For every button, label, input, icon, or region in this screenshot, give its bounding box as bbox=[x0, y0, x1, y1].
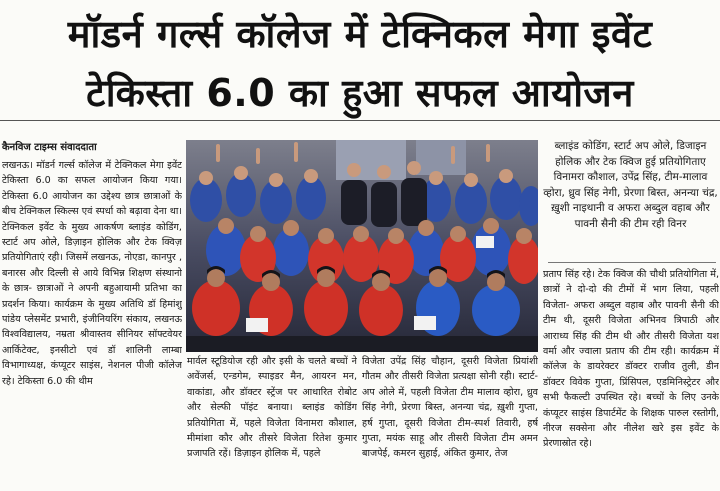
article-column-4 bbox=[543, 267, 719, 491]
byline: कैनविज टाइम्स संवाददाता bbox=[2, 142, 97, 153]
article-text: लखनऊ। मॉडर्न गर्ल्स कॉलेज में टेक्निकल मेगा इवेंट टेकिस्ता 6.0 का सफल आयोजन किया गया। टेकिस्ता 6.0 आयोजन का उद्देश्य छात्र छात्राओं के बीच टेक्निकल स्किल्स एवं स्पर्धा को बढ़ावा देना था। टेक्निकल इवेंट के मुख्य आकर्षण ब्लाइंड कोडिंग, स्टार्ट अप ओले, डिज़ाइन होलिक और टेक क्विज़ प्रतियोगिताएं रही। जिसमें लखनऊ, नोएडा, कानपुर , बनारस और दिल्ली से आये विभिन्न शिक्षण संस्थानो के छात्र- छात्राओं ने अपनी बहुआयामी प्रतिभा का प्रदर्शन किया। कार्यक्रम के मुख्य अतिथि डॉ हिमांशु पांडेय प्लेसमेंट प्रभारी, इंजीनियरिंग संकाय, लखनऊ विश्वविद्यालय, नम्रता श्रीवास्तव सीनियर सॉफ्टवेयर आर्किटेक्ट, इनसीटो एवं डॉ शालिनी लाम्बा विभागाध्यक्ष, कंप्यूटर साइंस, नेशनल पीजी कॉलेज रहे। टेकिस्ता 6.0 की थीम bbox=[2, 160, 182, 387]
article-text: विजेता उपेंद्र सिंह चौहान, दूसरी विजेता प्रियांशी गौतम और तीसरी विजेता प्रत्यक्षा सोनी रही। स्टार्ट-अप ओले में, पहली विजेता टीम मालाव व्होरा, ध्रुव सिंह नेगी, प्रेरणा बिस्त, अनन्या चंद्र, ख़ुशी गुप्ता, हर्ष गुप्ता, दूसरी विजेता टीम-स्पर्श तिवारी, हर्ष गुप्ता, मयंक साहू और तीसरी विजेता टीम अमन बाजपेई, कमरन सुहाई, अंकित कुमार, तेज bbox=[362, 356, 538, 460]
article-column-2 bbox=[187, 354, 357, 491]
article-column-3 bbox=[362, 354, 538, 491]
article-text: प्रताप सिंह रहे। टेक क्विज की चौथी प्रतियोगिता में, छात्रों ने दो-दो की टीमों में भाग लिया, पहली विजेता- अफरा अब्दुल वहाब और पावनी सैनी की टीम थी, दूसरी विजेता अभिनव त्रिपाठी और आराध्य सिंह की टीम थी और तीसरी विजेता यश वर्मा और ज्वाला प्रताप की टीम रही। कार्यक्रम में कॉलेज के डायरेक्टर डॉक्टर राजीव तुली, डीन डॉक्टर विवेक गुप्ता, प्रिंसिपल, एडमिनिस्ट्रेटर और सभी फैकल्टी उपस्थित रहे। बच्चों के लिए उनके कंप्यूटर साइंस डिपार्टमेंट के शिक्षक पारुल रस्तोगी, नीरज सक्सेना और नीलेश खरे इस इवेंट के प्रेरणास्रोत रहे। bbox=[543, 269, 719, 450]
article-text: मार्वल स्टूडियोज रही और इसी के चलते बच्चों ने अवेंजर्स, एन्डगेम, स्पाइडर मैन, आयरन मन, वाकांडा, और डॉक्टर स्ट्रेंज पर आधारित रोबोट और सेल्फी पॉइंट बनाया। ब्लाइंड कोडिंग प्रतियोगिता में, पहले विजेता विनामरा कौशाल, मीमांशा कौर और तीसरे विजेता रितेश कुमार प्रजापति रहें। डिज़ाइन होलिक में, पहले bbox=[187, 356, 357, 460]
headline-line-1: मॉडर्न गर्ल्स कॉलेज में टेक्निकल मेगा इवेंट bbox=[67, 12, 653, 56]
group-photo bbox=[186, 140, 538, 352]
side-highlight: ब्लाइंड कोडिंग, स्टार्ट अप ओले, डिजाइन होलिक और टेक क्विज हुई प्रतियोगिताए विनामरा कौशाल, उपेंद्र सिंह, टीम-मालाव व्होरा, ध्रुव सिंह नेगी, प्रेरणा बिस्त, अनन्या चंद्र, ख़ुशी नाइथानी व अफरा अब्दुल वहाब और पावनी सैनी की टीम रही विनर bbox=[543, 140, 718, 230]
headline-divider bbox=[0, 120, 720, 121]
headline-line-2: टेकिस्ता 6.0 का हुआ सफल आयोजन bbox=[86, 71, 634, 115]
side-divider bbox=[548, 262, 716, 263]
article-column-1 bbox=[2, 158, 182, 491]
